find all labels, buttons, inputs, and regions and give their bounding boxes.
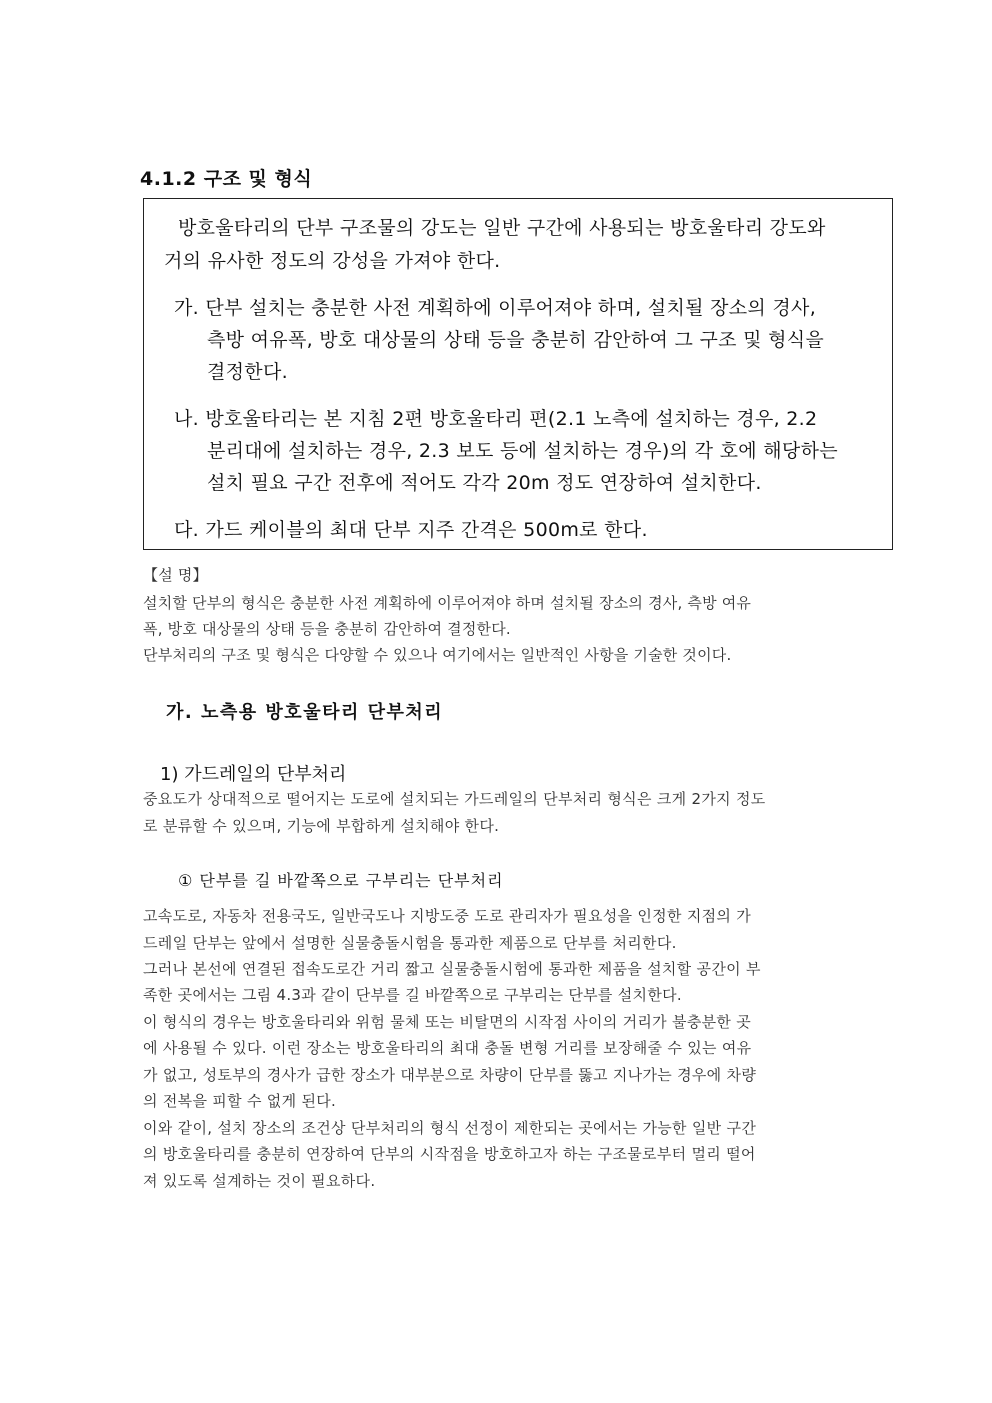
heading-ga: 가. 노측용 방호울타리 단부처리 — [166, 702, 444, 723]
box-item-ga-line: 가. 단부 설치는 충분한 사전 계획하에 이루어져야 하며, 설치될 장소의 경사, — [174, 297, 817, 319]
heading-1: 1) 가드레일의 단부처리 — [160, 764, 347, 785]
paragraph-line: 로 분류할 수 있으며, 기능에 부합하게 설치해야 한다. — [143, 817, 500, 835]
paragraph-line: 져 있도록 설계하는 것이 필요하다. — [143, 1172, 376, 1190]
paragraph-line: 의 전복을 피할 수 없게 된다. — [143, 1092, 337, 1110]
box-item-na-line: 분리대에 설치하는 경우, 2.3 보도 등에 설치하는 경우)의 각 호에 해당하는 — [207, 440, 838, 462]
explanation-line: 단부처리의 구조 및 형식은 다양할 수 있으나 여기에서는 일반적인 사항을 기술한 것이다. — [143, 646, 732, 664]
explanation-line: 설치할 단부의 형식은 충분한 사전 계획하에 이루어져야 하며 설치될 장소의 경사, 측방 여유 — [143, 594, 752, 612]
paragraph-line: 에 사용될 수 있다. 이런 장소는 방호울타리의 최대 충돌 변형 거리를 보장해줄 수 있는 여유 — [143, 1039, 752, 1057]
explanation-line: 폭, 방호 대상물의 상태 등을 충분히 감안하여 결정한다. — [143, 620, 511, 638]
paragraph-line: 중요도가 상대적으로 떨어지는 도로에 설치되는 가드레일의 단부처리 형식은 크게 2가지 정도 — [143, 790, 766, 808]
paragraph-line: 이 형식의 경우는 방호울타리와 위험 물체 또는 비탈면의 시작점 사이의 거리가 불충분한 곳 — [143, 1013, 752, 1031]
box-item-da: 다. 가드 케이블의 최대 단부 지주 간격은 500m로 한다. — [174, 519, 648, 541]
paragraph-line: 이와 같이, 설치 장소의 조건상 단부처리의 형식 선정이 제한되는 곳에서는 가능한 일반 구간 — [143, 1119, 757, 1137]
paragraph-line: 그러나 본선에 연결된 접속도로간 거리 짧고 실물충돌시험에 통과한 제품을 설치할 공간이 부 — [143, 960, 761, 978]
paragraph-line: 드레일 단부는 앞에서 설명한 실물충돌시험을 통과한 제품으로 단부를 처리한다. — [143, 934, 677, 952]
paragraph-line: 가 없고, 성토부의 경사가 급한 장소가 대부분으로 차량이 단부를 뚫고 지나가는 경우에 차량 — [143, 1066, 757, 1084]
explanation-label: 【설 명】 — [143, 566, 208, 584]
box-item-ga-line: 측방 여유폭, 방호 대상물의 상태 등을 충분히 감안하여 그 구조 및 형식을 — [207, 329, 825, 351]
paragraph-line: 의 방호울타리를 충분히 연장하여 단부의 시작점을 방호하고자 하는 구조물로부터 멀리 떨어 — [143, 1145, 756, 1163]
box-item-na-line: 설치 필요 구간 전후에 적어도 각각 20m 정도 연장하여 설치한다. — [207, 472, 762, 494]
paragraph-line: 고속도로, 자동차 전용국도, 일반국도나 지방도중 도로 관리자가 필요성을 인정한 지점의 가 — [143, 907, 752, 925]
section-title: 4.1.2 구조 및 형식 — [140, 168, 313, 190]
box-item-na-line: 나. 방호울타리는 본 지침 2편 방호울타리 편(2.1 노측에 설치하는 경우, 2.2 — [174, 408, 818, 430]
box-intro-line: 방호울타리의 단부 구조물의 강도는 일반 구간에 사용되는 방호울타리 강도와 — [178, 217, 826, 239]
heading-circle-1: ① 단부를 길 바깥쪽으로 구부리는 단부처리 — [178, 871, 504, 890]
box-item-ga-line: 결정한다. — [207, 361, 288, 383]
guideline-box — [143, 198, 893, 550]
box-intro-line: 거의 유사한 정도의 강성을 가져야 한다. — [164, 250, 501, 272]
paragraph-line: 족한 곳에서는 그림 4.3과 같이 단부를 길 바깥쪽으로 구부리는 단부를 설치한다. — [143, 986, 682, 1004]
